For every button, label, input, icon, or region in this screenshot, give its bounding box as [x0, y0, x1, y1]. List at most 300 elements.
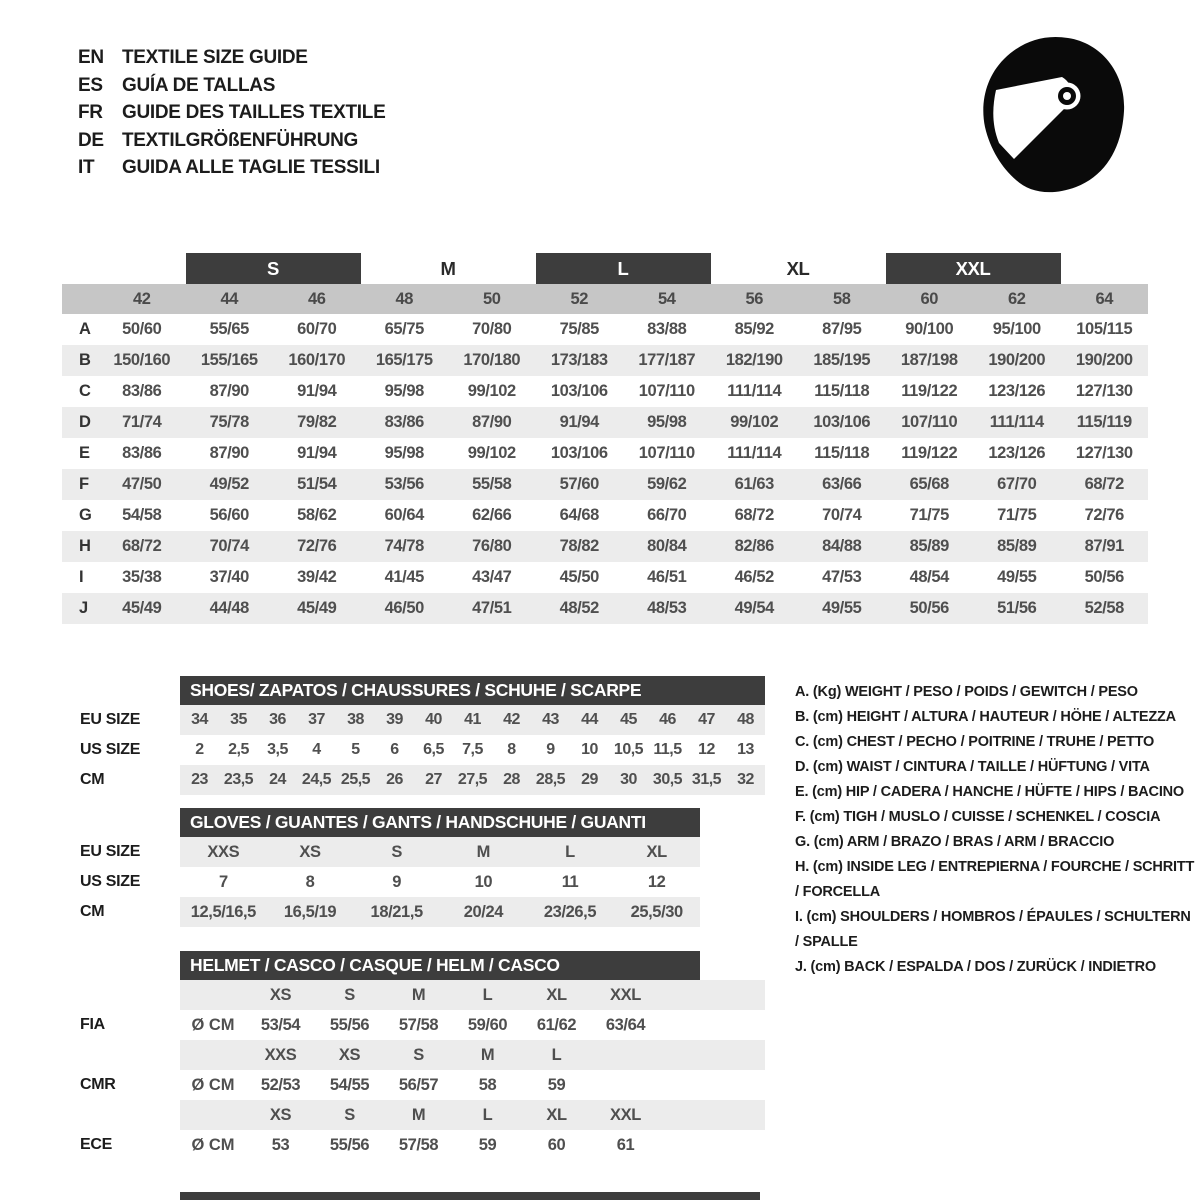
measure-row-label: J [79, 599, 88, 617]
gear-value: 31,5 [691, 771, 722, 788]
size-group-s: S [186, 253, 361, 284]
size-value: 35/38 [122, 568, 162, 586]
size-table-row [62, 438, 1148, 469]
gear-value: 7,5 [462, 741, 483, 758]
legend-item: A. (Kg) WEIGHT / PESO / POIDS / GEWITCH / PESO [795, 684, 1138, 700]
size-value: 91/94 [297, 382, 337, 400]
measure-row-label: B [79, 351, 91, 369]
size-value: 107/110 [638, 444, 695, 462]
gear-tables [60, 676, 780, 1160]
size-value: 185/195 [813, 351, 871, 369]
helmet-size-label [591, 1040, 660, 1070]
numeric-size-label: 52 [570, 289, 589, 308]
language-title: TEXTILE SIZE GUIDE [122, 47, 308, 68]
helmet-value-row [60, 1070, 780, 1100]
helmet-size-value: 60 [547, 1135, 566, 1154]
size-value: 155/165 [200, 351, 258, 369]
size-value: 190/200 [988, 351, 1046, 369]
helmet-icon [975, 32, 1135, 204]
language-code: EN [78, 47, 104, 68]
size-value: 79/82 [297, 413, 337, 431]
gear-value: 35 [230, 711, 247, 728]
helmet-size-label: S [344, 985, 355, 1004]
helmet-size-value: 53 [271, 1135, 290, 1154]
helmet-standard-label: FIA [80, 1016, 105, 1033]
gear-value: 12 [698, 741, 715, 758]
legend-item: D. (cm) WAIST / CINTURA / TAILLE / HÜFTUNG / VITA [795, 759, 1150, 775]
helmet-size-value: 59/60 [467, 1015, 508, 1034]
language-title: GUIDA ALLE TAGLIE TESSILI [122, 157, 380, 178]
size-value: 85/89 [909, 537, 949, 555]
gear-value: 12,5/16,5 [190, 902, 256, 921]
visor-pivot-center [1063, 92, 1071, 100]
size-value: 45/50 [559, 568, 599, 586]
helmet-size-value: 55/56 [329, 1135, 370, 1154]
helmet-value-band [180, 1130, 765, 1160]
helmet-size-label: M [411, 1105, 426, 1124]
size-value: 103/106 [550, 382, 608, 400]
size-table-row [62, 562, 1148, 593]
size-value: 47/50 [122, 475, 162, 493]
numeric-size-label: 56 [745, 289, 764, 308]
size-value: 87/90 [472, 413, 512, 431]
size-value: 45/49 [297, 599, 337, 617]
size-value: 52/58 [1084, 599, 1124, 617]
shoes-body [60, 705, 780, 795]
gear-value: 11 [561, 872, 579, 891]
language-list [78, 44, 385, 182]
gear-value: 6 [390, 741, 399, 758]
gear-value: 44 [581, 711, 598, 728]
size-value: 119/122 [901, 382, 958, 400]
gear-value: 27,5 [457, 771, 488, 788]
gear-row-label: EU SIZE [80, 843, 141, 860]
legend-item: E. (cm) HIP / CADERA / HANCHE / HÜFTE / HIPS / BACINO [795, 784, 1184, 800]
size-value: 60/70 [297, 320, 337, 338]
gear-value: 9 [392, 872, 402, 891]
helmet-size-band [180, 980, 765, 1010]
numeric-size-label: 50 [482, 289, 501, 308]
size-value: 90/100 [905, 320, 954, 338]
size-value: 45/49 [122, 599, 162, 617]
gear-value: 41 [464, 711, 481, 728]
gear-value: 42 [503, 711, 520, 728]
gear-value: 16,5/19 [283, 902, 337, 921]
size-value: 111/114 [727, 382, 782, 400]
gear-value: 43 [542, 711, 559, 728]
helmet-size-label: XS [269, 1105, 292, 1124]
gear-value: 28 [503, 771, 520, 788]
size-value: 51/54 [297, 475, 337, 493]
gear-value: M [476, 842, 491, 861]
helmet-size-row-spacer [60, 1040, 180, 1070]
helmet-size-label: XL [546, 1105, 567, 1124]
measure-row-label: I [79, 568, 84, 586]
size-value: 103/106 [813, 413, 871, 431]
size-value: 58/62 [297, 506, 337, 524]
helmet-size-label: XXL [610, 1105, 641, 1124]
size-value: 91/94 [297, 444, 337, 462]
size-value: 84/88 [822, 537, 862, 555]
size-value: 68/72 [734, 506, 774, 524]
gear-row [60, 837, 780, 867]
size-value: 95/98 [647, 413, 687, 431]
gear-value: 36 [269, 711, 286, 728]
size-value: 64/68 [559, 506, 599, 524]
gear-row [60, 867, 780, 897]
gear-value: XS [299, 842, 321, 861]
gear-value: 26 [386, 771, 403, 788]
helmet-size-label: L [551, 1045, 562, 1064]
gear-value: 13 [737, 741, 754, 758]
helmet-size-label: S [344, 1105, 355, 1124]
gear-row-band [180, 705, 765, 735]
gear-value: 25,5/30 [630, 902, 683, 921]
gear-row-band [180, 735, 765, 765]
gear-value: XL [646, 842, 667, 861]
size-value: 105/115 [1076, 320, 1133, 338]
gear-value: 10 [581, 741, 598, 758]
measure-row-label: H [79, 537, 91, 555]
size-value: 49/55 [822, 599, 862, 617]
size-value: 87/90 [209, 444, 249, 462]
gear-value: 40 [425, 711, 442, 728]
language-code: FR [78, 102, 103, 123]
helmet-size-label: L [482, 1105, 493, 1124]
gear-value: 8 [305, 872, 315, 891]
size-value: 43/47 [472, 568, 512, 586]
numeric-size-label: 62 [1007, 289, 1026, 308]
numeric-size-label: 44 [220, 289, 239, 308]
size-value: 65/75 [384, 320, 424, 338]
size-value: 56/60 [209, 506, 249, 524]
gear-value: 6,5 [423, 741, 444, 758]
size-value: 83/86 [122, 444, 162, 462]
helmet-size-row [60, 980, 780, 1010]
gear-row-band [180, 867, 700, 897]
size-value: 95/98 [384, 382, 424, 400]
gear-row-label: US SIZE [80, 873, 141, 890]
shoes-title-bar: SHOES/ ZAPATOS / CHAUSSURES / SCHUHE / SCARPE [180, 676, 765, 705]
size-value: 115/119 [1076, 413, 1132, 431]
gear-value: 46 [659, 711, 676, 728]
gear-value: 8 [507, 741, 516, 758]
helmet-size-label: XXL [610, 985, 641, 1004]
language-code: DE [78, 129, 104, 151]
helmet-title-bar: HELMET / CASCO / CASQUE / HELM / CASCO [180, 951, 700, 980]
size-table-body [62, 314, 1148, 624]
size-value: 68/72 [1084, 475, 1124, 493]
language-code: ES [78, 74, 103, 96]
language-code: IT [78, 157, 95, 178]
size-value: 85/89 [997, 537, 1037, 555]
numeric-size-label: 48 [395, 289, 414, 308]
size-value: 95/100 [992, 320, 1041, 338]
gear-value: 45 [620, 711, 637, 728]
gear-value: 23 [191, 771, 208, 788]
size-group-xxl: XXL [886, 253, 1061, 284]
size-value: 70/80 [472, 320, 512, 338]
helmet-size-value [591, 1070, 660, 1100]
size-value: 63/66 [822, 475, 862, 493]
gear-value: 27 [425, 771, 442, 788]
helmet-size-value: 59 [547, 1075, 566, 1094]
helmet-value-row [60, 1010, 780, 1040]
size-value: 115/118 [814, 382, 870, 400]
gear-value: 10,5 [613, 741, 644, 758]
size-value: 50/60 [122, 320, 162, 338]
size-value: 71/74 [122, 413, 162, 431]
helmet-size-value: 58 [478, 1075, 497, 1094]
size-group-m: M [440, 257, 456, 279]
helmet-size-label: XS [269, 985, 292, 1004]
size-value: 127/130 [1075, 444, 1133, 462]
helmet-size-value: 63/64 [605, 1015, 646, 1034]
size-value: 87/90 [209, 382, 249, 400]
gear-row-label: EU SIZE [80, 711, 141, 728]
helmet-size-label: M [411, 985, 426, 1004]
bottom-cropped-bar [180, 1192, 760, 1200]
size-value: 66/70 [647, 506, 687, 524]
helmet-size-value: 61/62 [536, 1015, 577, 1034]
size-value: 70/74 [209, 537, 249, 555]
legend-item: H. (cm) INSIDE LEG / ENTREPIERNA / FOURCHE / SCHRITT / FORCELLA [795, 859, 1195, 900]
size-value: 70/74 [822, 506, 862, 524]
legend-item: J. (cm) BACK / ESPALDA / DOS / ZURÜCK / INDIETRO [795, 959, 1156, 975]
size-value: 39/42 [297, 568, 337, 586]
size-value: 62/66 [472, 506, 512, 524]
size-value: 99/102 [467, 444, 516, 462]
helmet-size-value: 54/55 [329, 1075, 370, 1094]
size-value: 37/40 [209, 568, 249, 586]
numeric-size-label: 58 [832, 289, 851, 308]
helmet-standard-label: CMR [80, 1076, 116, 1093]
gear-value: 29 [581, 771, 598, 788]
measure-row-label: A [79, 320, 91, 338]
helmet-unit-spacer [180, 1040, 246, 1070]
size-value: 83/88 [647, 320, 687, 338]
helmet-value-row [60, 1130, 780, 1160]
size-value: 85/92 [734, 320, 774, 338]
size-value: 44/48 [209, 599, 249, 617]
gear-value: 3,5 [267, 741, 288, 758]
helmet-size-label: XS [338, 1045, 361, 1064]
helmet-body [60, 980, 780, 1160]
gear-row-label: CM [80, 903, 105, 920]
language-title: TEXTILGRÖßENFÜHRUNG [122, 129, 359, 151]
size-value: 160/170 [288, 351, 346, 369]
size-value: 67/70 [997, 475, 1037, 493]
gear-value: 32 [737, 771, 754, 788]
size-value: 173/183 [550, 351, 608, 369]
helmet-size-row [60, 1100, 780, 1130]
gloves-table [60, 808, 780, 927]
helmet-size-row-spacer [60, 1100, 180, 1130]
size-value: 123/126 [988, 382, 1046, 400]
size-value: 50/56 [909, 599, 949, 617]
gear-value: 34 [191, 711, 208, 728]
size-value: 190/200 [1075, 351, 1133, 369]
gear-value: 10 [474, 872, 493, 891]
helmet-diameter-unit: Ø CM [191, 1135, 235, 1154]
helmet-size-value: 57/58 [398, 1135, 439, 1154]
gear-row-band [180, 765, 765, 795]
measurement-legend [795, 680, 1195, 980]
size-value: 61/63 [734, 475, 774, 493]
shoes-table [60, 676, 780, 795]
gear-value: 30 [620, 771, 637, 788]
size-value: 49/54 [734, 599, 774, 617]
gear-value: S [391, 842, 402, 861]
helmet-size-value: 55/56 [329, 1015, 370, 1034]
size-value: 47/53 [822, 568, 862, 586]
helmet-table [60, 951, 780, 1160]
gear-value: 48 [737, 711, 754, 728]
size-value: 107/110 [638, 382, 695, 400]
size-value: 49/55 [997, 568, 1037, 586]
size-table-row [62, 407, 1148, 438]
size-value: 170/180 [463, 351, 521, 369]
helmet-diameter-unit: Ø CM [191, 1075, 235, 1094]
size-value: 71/75 [997, 506, 1037, 524]
gear-value: 39 [386, 711, 403, 728]
size-value: 83/86 [384, 413, 424, 431]
measure-row-label: C [79, 382, 91, 400]
size-value: 83/86 [122, 382, 162, 400]
helmet-size-label: M [480, 1045, 495, 1064]
size-value: 80/84 [647, 537, 687, 555]
language-row [78, 99, 385, 127]
helmet-size-value: 57/58 [398, 1015, 439, 1034]
gear-value: 24 [269, 771, 286, 788]
size-value: 50/56 [1084, 568, 1124, 586]
gear-row-label: US SIZE [80, 741, 141, 758]
helmet-value-band [180, 1070, 765, 1100]
gear-value: 38 [347, 711, 364, 728]
size-value: 46/51 [647, 568, 687, 586]
size-table-row [62, 345, 1148, 376]
gear-value: 12 [647, 872, 666, 891]
gear-value: 30,5 [652, 771, 683, 788]
size-group-row [62, 253, 1148, 284]
size-value: 57/60 [559, 475, 599, 493]
legend-item: B. (cm) HEIGHT / ALTURA / HAUTEUR / HÖHE / ALTEZZA [795, 709, 1176, 725]
size-table-row [62, 531, 1148, 562]
gear-row [60, 765, 780, 795]
gear-value: 4 [312, 741, 321, 758]
helmet-size-value: 56/57 [398, 1075, 439, 1094]
language-row [78, 72, 385, 100]
size-value: 59/62 [647, 475, 687, 493]
size-value: 87/91 [1084, 537, 1124, 555]
size-value: 187/198 [900, 351, 958, 369]
gear-value: 11,5 [653, 741, 682, 758]
numeric-size-label: 46 [307, 289, 326, 308]
gear-value: 25,5 [340, 771, 371, 788]
size-value: 54/58 [122, 506, 162, 524]
gear-value: 23,5 [223, 771, 254, 788]
helmet-size-band [180, 1040, 765, 1070]
size-value: 127/130 [1075, 382, 1133, 400]
size-value: 182/190 [725, 351, 783, 369]
size-value: 48/54 [909, 568, 949, 586]
helmet-size-value: 59 [478, 1135, 497, 1154]
measure-row-label: D [79, 413, 91, 431]
helmet-size-label: S [413, 1045, 424, 1064]
size-value: 47/51 [472, 599, 512, 617]
gear-row-label: CM [80, 771, 105, 788]
size-value: 48/52 [559, 599, 599, 617]
size-value: 71/75 [909, 506, 949, 524]
size-value: 41/45 [384, 568, 424, 586]
size-value: 87/95 [822, 320, 862, 338]
gear-value: 9 [546, 741, 555, 758]
gear-value: XXS [207, 842, 240, 861]
gear-value: 7 [218, 872, 228, 891]
size-value: 123/126 [988, 444, 1046, 462]
size-table-row [62, 500, 1148, 531]
size-value: 68/72 [122, 537, 162, 555]
size-value: 99/102 [730, 413, 779, 431]
size-value: 150/160 [113, 351, 171, 369]
textile-size-table [62, 253, 1148, 624]
language-row [78, 44, 385, 72]
helmet-standard-label: ECE [80, 1136, 112, 1153]
numeric-size-label: 64 [1095, 289, 1114, 308]
gear-value: 24,5 [301, 771, 332, 788]
gear-row [60, 705, 780, 735]
gear-value: 18/21,5 [370, 902, 423, 921]
helmet-value-band [180, 1010, 765, 1040]
size-value: 99/102 [467, 382, 516, 400]
gear-row [60, 897, 780, 927]
size-value: 177/187 [638, 351, 696, 369]
size-value: 75/85 [559, 320, 599, 338]
size-value: 165/175 [375, 351, 433, 369]
size-value: 53/56 [384, 475, 424, 493]
gear-value: 20/24 [463, 902, 503, 921]
gear-value: 23/26,5 [543, 902, 597, 921]
gear-value: 37 [308, 711, 325, 728]
gloves-body [60, 837, 780, 927]
gear-value: L [565, 842, 575, 861]
legend-item: C. (cm) CHEST / PECHO / POITRINE / TRUHE / PETTO [795, 734, 1155, 750]
gear-row-band [180, 897, 700, 927]
legend-item: I. (cm) SHOULDERS / HOMBROS / ÉPAULES / SCHULTERN / SPALLE [795, 909, 1191, 950]
size-value: 95/98 [384, 444, 424, 462]
size-table-row [62, 469, 1148, 500]
language-title: GUÍA DE TALLAS [122, 74, 276, 96]
size-value: 76/80 [472, 537, 512, 555]
language-title: GUIDE DES TAILLES TEXTILE [122, 102, 386, 123]
size-value: 115/118 [814, 444, 870, 462]
size-value: 107/110 [901, 413, 958, 431]
size-value: 51/56 [997, 599, 1037, 617]
numeric-size-header [62, 284, 1148, 314]
size-table-row [62, 376, 1148, 407]
gear-row-band [180, 837, 700, 867]
gear-value: 47 [698, 711, 715, 728]
legend-item: G. (cm) ARM / BRAZO / BRAS / ARM / BRACCIO [795, 834, 1115, 850]
measure-row-label: F [79, 475, 89, 493]
size-value: 78/82 [559, 537, 599, 555]
gear-value: 28,5 [535, 771, 566, 788]
helmet-size-row [60, 1040, 780, 1070]
legend-item: F. (cm) TIGH / MUSLO / CUISSE / SCHENKEL / COSCIA [795, 809, 1161, 825]
measure-row-label: E [79, 444, 90, 462]
numeric-size-label: 42 [132, 289, 151, 308]
size-value: 48/53 [647, 599, 687, 617]
